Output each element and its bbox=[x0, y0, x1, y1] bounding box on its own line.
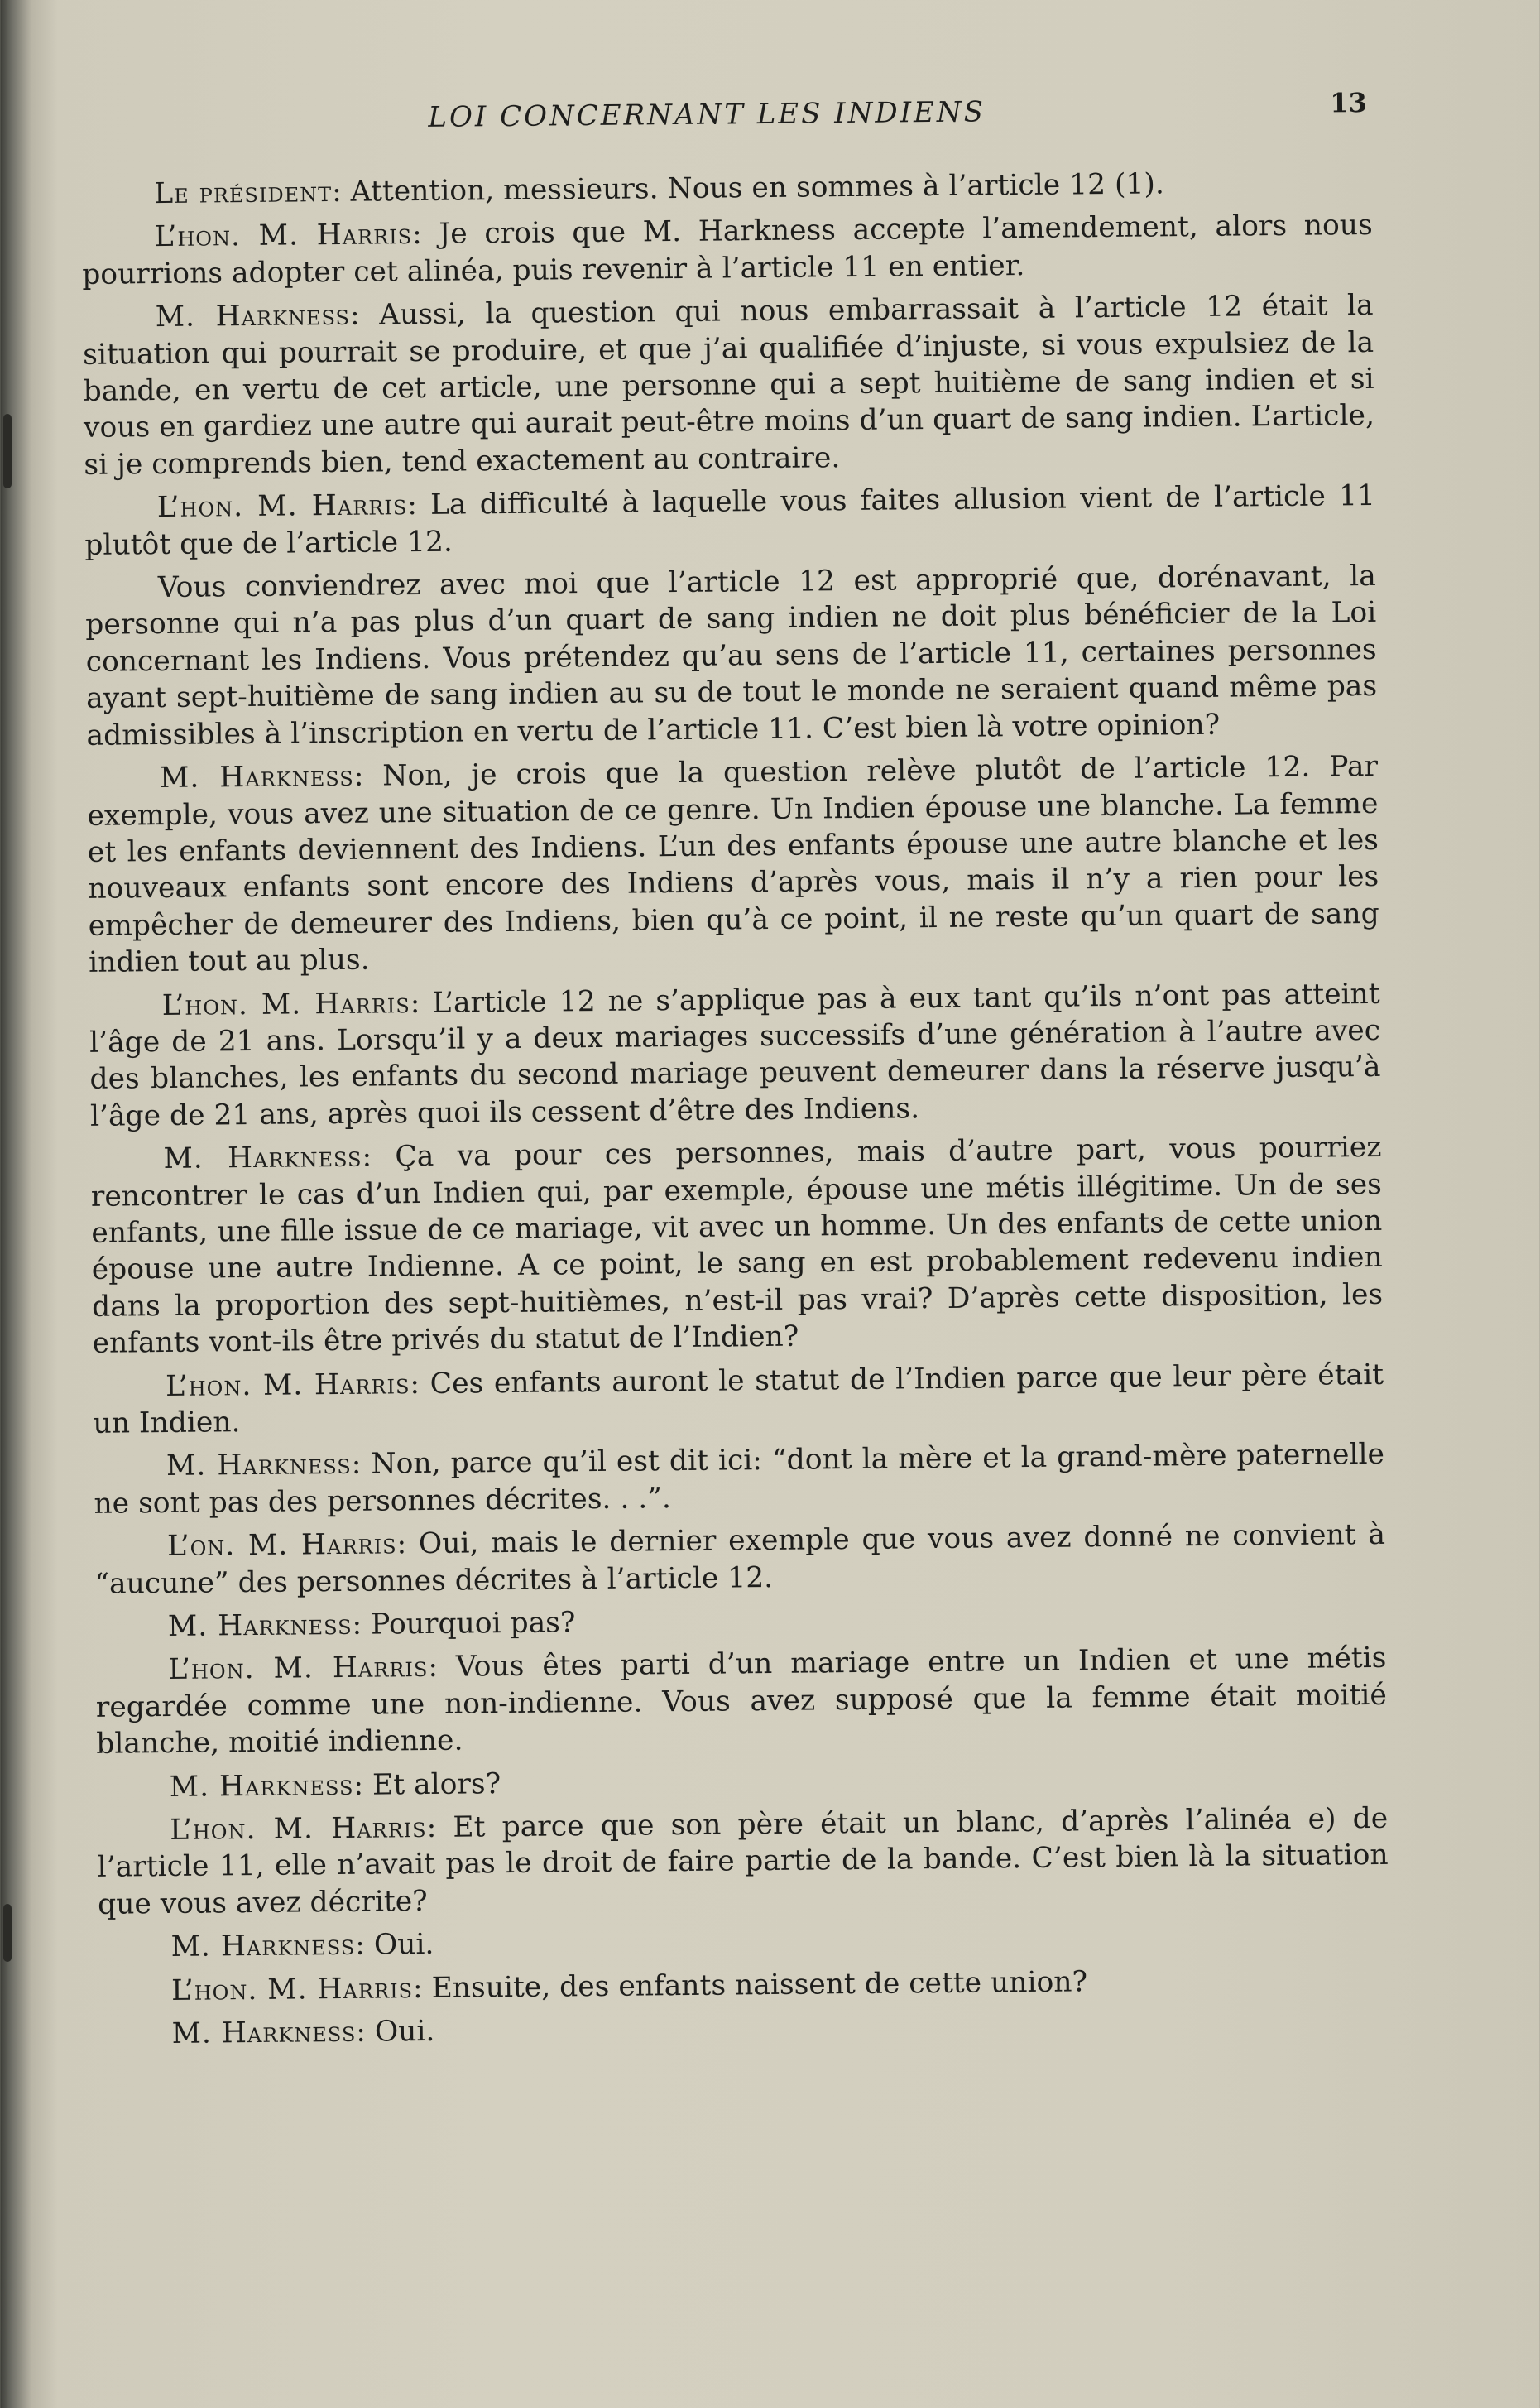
paragraph: L’hon. M. Harris: Vous êtes parti d’un mariage entre un Indien et une métis regardée comme une non-indienne. Vous avez supposé que la femme était moitié blanche, moitié indienne. bbox=[95, 1641, 1387, 1762]
speaker: M. Harkness bbox=[155, 299, 351, 334]
speaker: L’hon. M. Harris bbox=[161, 986, 410, 1022]
utterance: L’article 12 ne s’applique pas à eux tant qu’ils n’ont pas atteint l’âge de 21 ans. Lorsqu’il y a deux mariages successifs d’une génération à l’autre avec des blanches, les enfants du second mariage peuvent demeurer dans la réserve jusqu’à l’âge de 21 ans, après quoi ils cessent d’être des Indiens. bbox=[89, 977, 1381, 1133]
speaker: L’hon. M. Harris bbox=[165, 1367, 410, 1403]
utterance: Et alors? bbox=[372, 1766, 501, 1802]
utterance: Ça va pour ces personnes, mais d’autre part, vous pourriez rencontrer le cas d’un Indien qui, par exemple, épouse une métis illégitime. Un de ses enfants, une fille issue de ce mariage, vit avec un homme. Un des enfants de cette union épouse une autre Indienne. A ce point, le sang en est probablement redevenu indien dans la proportion des sept-huitièmes, n’est-il pas vrai? D’après cette disposition, les enfants vont-ils être privés du statut de l’Indien? bbox=[90, 1131, 1384, 1361]
page-header bbox=[0, 84, 1530, 148]
utterance: Ensuite, des enfants naissent de cette union? bbox=[431, 1965, 1088, 2005]
paragraph: M. Harkness: Oui. bbox=[171, 2015, 435, 2051]
speaker: L’hon. M. Harris bbox=[156, 488, 408, 525]
paragraph: L’hon. M. Harris: Je crois que M. Harkness accepte l’amendement, alors nous pourrions adopter cet alinéa, puis revenir à l’article 11 en entier. bbox=[82, 209, 1373, 291]
paragraph: M. Harkness: Non, je crois que la question relève plutôt de l’article 12. Par exemple, vous avez une situation de ce genre. Un Indien épouse une blanche. La femme et les enfants deviennent des Indiens. L’un des enfants épouse une autre blanche et les nouveaux enfants sont encore des Indiens d’après vous, mais il n’y a rien pour les empêcher de demeurer des Indiens, bien qu’à ce point, il ne reste qu’un quart de sang indien tout au plus. bbox=[87, 750, 1379, 980]
utterance: Et parce que son père était un blanc, d’après l’alinéa e) de l’article 11, elle n’avait pas le droit de faire partie de la bande. C’est bien là la situation que vous avez décrite? bbox=[97, 1801, 1389, 1921]
paragraph: M. Harkness: Non, parce qu’il est dit ici: “dont la mère et la grand-mère paternelle ne sont pas des personnes décrites. . .”. bbox=[94, 1438, 1385, 1521]
speaker: M. Harkness bbox=[167, 1608, 353, 1644]
body-text bbox=[81, 164, 1390, 2060]
paragraph: M. Harkness: Pourquoi pas? bbox=[167, 1606, 576, 1644]
running-title: LOI CONCERNANT LES INDIENS bbox=[428, 95, 986, 134]
paragraph: M. Harkness: Oui. bbox=[170, 1928, 434, 1964]
utterance: Oui. bbox=[373, 1928, 434, 1962]
utterance: Oui, mais le dernier exemple que vous avez donné ne convient à “aucune” des personnes décrites à l’article 12. bbox=[94, 1518, 1386, 1601]
utterance: Aussi, la question qui nous embarrassait à l’article 12 était la situation qui pourrait se produire, et que j’ai qualifiée d’injuste, si vous expulsiez de la bande, en vertu de cet article, une personne qui a sept huitième de sang indien et si vous en gardiez une autre qui aurait peut-être moins d’un quart de sang indien. L’article, si je comprends bien, tend exactement au contraire. bbox=[82, 289, 1375, 482]
paragraph bbox=[85, 558, 1378, 754]
speaker: Le président bbox=[154, 175, 333, 211]
speaker: M. Harkness bbox=[170, 1929, 356, 1964]
speaker: L’hon. M. Harris bbox=[168, 1651, 429, 1687]
utterance: Oui. bbox=[374, 2015, 435, 2049]
speaker: M. Harkness bbox=[169, 1768, 354, 1804]
paragraph: L’on. M. Harris: Oui, mais le dernier exemple que vous avez donné ne convient à “aucune” des personnes décrites à l’article 12. bbox=[94, 1518, 1386, 1601]
utterance: Non, parce qu’il est dit ici: “dont la mère et la grand-mère paternelle ne sont pas des personnes décrites. . .”. bbox=[94, 1438, 1385, 1521]
speaker: M. Harkness bbox=[171, 2015, 357, 2051]
utterance: Attention, messieurs. Nous en sommes à l’article 12 (1). bbox=[350, 167, 1165, 209]
paragraph: L’hon. M. Harris: Ces enfants auront le statut de l’Indien parce que leur père était un Indien. bbox=[93, 1358, 1384, 1440]
page-number: 13 bbox=[1330, 87, 1368, 119]
paragraph: M. Harkness: Et alors? bbox=[169, 1766, 501, 1804]
speaker: M. Harkness bbox=[159, 759, 354, 795]
speaker: L’hon. M. Harris bbox=[154, 218, 413, 254]
paragraph: L’hon. M. Harris: Ensuite, des enfants naissent de cette union? bbox=[170, 1965, 1088, 2007]
utterance: Pourquoi pas? bbox=[370, 1606, 576, 1641]
paragraph: L’hon. M. Harris: La difficulté à laquelle vous faites allusion vient de l’article 11 plutôt que de l’article 12. bbox=[84, 479, 1376, 562]
paragraph: L’hon. M. Harris: L’article 12 ne s’applique pas à eux tant qu’ils n’ont pas atteint l’âge de 21 ans. Lorsqu’il y a deux mariages successifs d’une génération à l’autre avec des blanches, les enfants du second mariage peuvent demeurer dans la réserve jusqu’à l’âge de 21 ans, après quoi ils cessent d’être des Indiens. bbox=[89, 977, 1381, 1133]
utterance: Vous êtes parti d’un mariage entre un Indien et une métis regardée comme une non-indienne. Vous avez supposé que la femme était moitié blanche, moitié indienne. bbox=[95, 1641, 1387, 1762]
speaker: L’hon. M. Harris bbox=[170, 1811, 427, 1848]
utterance: Non, je crois que la question relève plutôt de l’article 12. Par exemple, vous avez une situation de ce genre. Un Indien épouse une blanche. La femme et les enfants deviennent des Indiens. L’un des enfants épouse une autre blanche et les nouveaux enfants sont encore des Indiens d’après vous, mais il n’y a rien pour les empêcher de demeurer des Indiens, bien qu’à ce point, il ne reste qu’un quart de sang indien tout au plus. bbox=[87, 750, 1379, 980]
paragraph: M. Harkness: Aussi, la question qui nous embarrassait à l’article 12 était la situation qui pourrait se produire, et que j’ai qualifiée d’injuste, si vous expulsiez de la bande, en vertu de cet article, une personne qui a sept huitième de sang indien et si vous en gardiez une autre qui aurait peut-être moins d’un quart de sang indien. L’article, si je comprends bien, tend exactement au contraire. bbox=[82, 289, 1375, 482]
paragraph: M. Harkness: Ça va pour ces personnes, mais d’autre part, vous pourriez rencontrer le cas d’un Indien qui, par exemple, épouse une métis illégitime. Un de ses enfants, une fille issue de ce mariage, vit avec un homme. Un des enfants de cette union épouse une autre Indienne. A ce point, le sang en est probablement redevenu indien dans la proportion des sept-huitièmes, n’est-il pas vrai? D’après cette disposition, les enfants vont-ils être privés du statut de l’Indien? bbox=[90, 1131, 1384, 1361]
utterance: Ces enfants auront le statut de l’Indien parce que leur père était un Indien. bbox=[93, 1358, 1384, 1440]
paragraph: L’hon. M. Harris: Et parce que son père était un blanc, d’après l’alinéa e) de l’article 11, elle n’avait pas le droit de faire partie de la bande. C’est bien là la situation que vous avez décrite? bbox=[97, 1801, 1389, 1921]
speaker: L’hon. M. Harris bbox=[170, 1971, 414, 2007]
speaker: M. Harkness bbox=[163, 1140, 362, 1176]
utterance: La difficulté à laquelle vous faites allusion vient de l’article 11 plutôt que de l’article 12. bbox=[84, 479, 1376, 562]
speaker: M. Harkness bbox=[166, 1448, 352, 1483]
utterance: Je crois que M. Harkness accepte l’amendement, alors nous pourrions adopter cet alinéa, puis revenir à l’article 11 en entier. bbox=[82, 209, 1373, 291]
paragraph: Le président: Attention, messieurs. Nous en sommes à l’article 12 (1). bbox=[154, 167, 1165, 211]
utterance: Vous conviendrez avec moi que l’article 12 est approprié que, dorénavant, la personne qui n’a pas plus d’un quart de sang indien ne doit plus bénéficier de la Loi concernant les Indiens. Vous prétendez qu’au sens de l’article 11, certaines personnes ayant sept-huitième de sang indien au su de tout le monde ne seraient quand même pas admissibles à l’inscription en vertu de l’article 11. C’est bien là votre opinion? bbox=[85, 559, 1378, 752]
speaker: L’on. M. Harris bbox=[166, 1527, 397, 1564]
